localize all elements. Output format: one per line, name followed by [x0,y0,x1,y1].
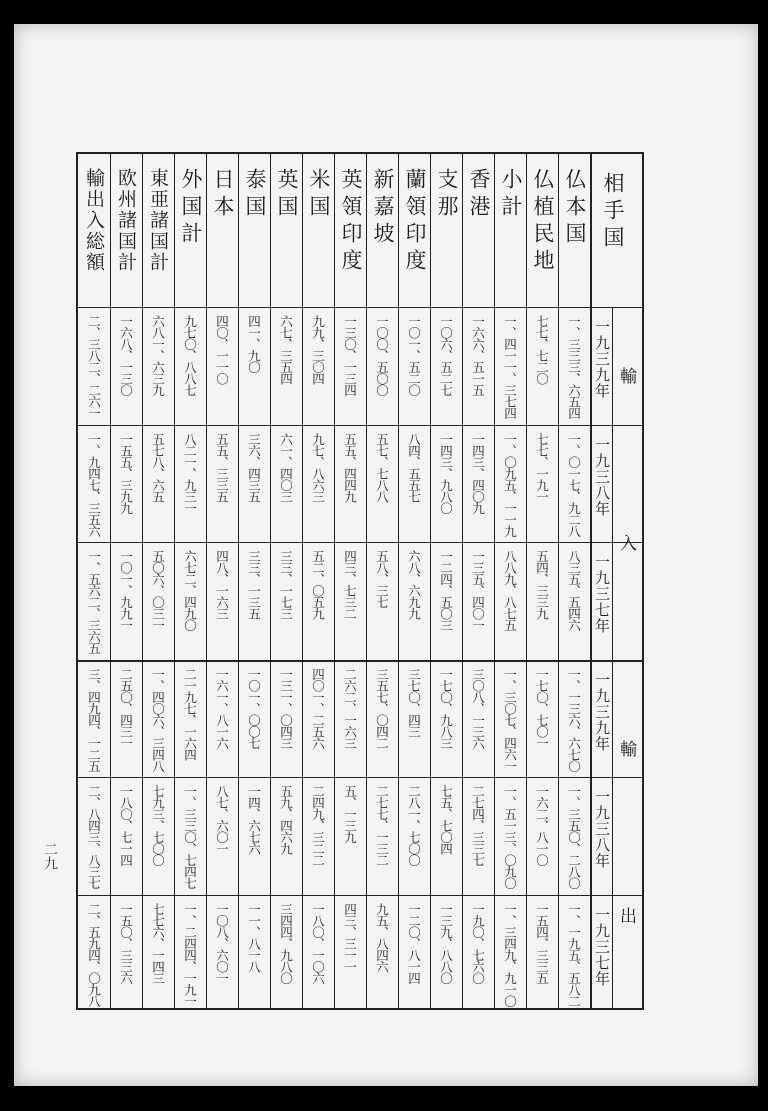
table-cell: 七七、一九一 [534,432,550,502]
table-cell: 一、九四七、三五六 [86,432,102,536]
row-label: 英国 [275,168,299,222]
table-cell: 六一、四〇三 [278,432,294,502]
row-label: 米国 [307,168,331,222]
year-label: 一九三九年 [593,319,611,399]
table-cell: 八七、六〇一 [214,785,230,854]
table-cell: 四三、三一一 [342,902,358,972]
table-cell: 二、五九四、〇九八 [86,902,102,1006]
table-cell: 三七〇、四三 [406,667,422,737]
table-cell: 二六二、一六三 [342,667,358,748]
table-cell: 五五、四四九 [342,432,358,502]
table-cell: 一六六、五一五 [470,315,486,396]
row-label: 外国計 [179,168,203,249]
table-cell: 九七、八六三 [310,432,326,502]
table-cell: 五九、四六九 [278,785,294,854]
table-cell: 一四三、九八〇 [438,432,454,513]
table-cell: 二五〇、四三一 [118,667,134,748]
year-label: 一九三八年 [593,436,611,517]
table-cell: 一、〇一七、九二八 [566,432,582,536]
table-cell: 一、一三六、六七〇 [566,667,582,771]
table-cell: 一八〇、七一四 [118,785,134,866]
table-cell: 一、二四四、一九一 [182,902,198,1006]
table-cell: 一六一、八一六 [214,667,230,748]
header-partner-country: 相手国 [601,172,625,253]
table-cell: 三三、一三五 [246,550,262,619]
table-cell: 一〇〇、五〇〇 [374,315,390,396]
table-cell: 四〇一、二五六 [310,667,326,748]
table-cell: 六八、六九九 [406,550,422,619]
table-cell: 一、三五〇、二八〇 [566,785,582,889]
table-cell: 七九三、七〇〇 [150,785,166,866]
column-divider [462,154,463,1008]
table-cell: 五四、三三九 [534,550,550,619]
table-cell: 一、三四九、九一〇 [502,902,518,1006]
table-cell: 五、一三九 [342,785,358,843]
table-cell: 一五五、三九九 [118,432,134,513]
section-divider [612,307,613,1008]
column-divider [366,154,367,1008]
table-cell: 一〇一、〇〇七 [246,667,262,748]
table-cell: 九五、八四六 [374,902,390,972]
table-cell: 一、五六二、三六五 [86,550,102,654]
table-cell: 五八、三七 [374,550,390,608]
table-cell: 五二、〇五九 [310,550,326,619]
table-cell: 一三九、八八〇 [438,902,454,983]
table-cell: 八三五、五四六 [566,550,582,631]
column-divider [526,154,527,1008]
row-label: 小計 [499,168,523,222]
table-cell: 一、五一三、〇九〇 [502,785,518,889]
table-cell: 七七六、一四三 [150,902,166,983]
year-label: 一九三七年 [593,906,611,987]
row-label: 支那 [435,168,459,222]
column-divider [494,154,495,1008]
table-cell: 四一、九〇 [246,315,262,373]
table-cell: 三三、一七三 [278,550,294,619]
column-divider [174,154,175,1008]
row-label: 香港 [467,168,491,222]
column-divider [398,154,399,1008]
table-cell: 一、四一一、三七四 [502,315,518,419]
table-cell: 一〇一、九九一 [118,550,134,631]
column-divider [430,154,431,1008]
page-number: 二九 [42,842,58,870]
table-cell: 一〇六、五二七 [438,315,454,396]
table-cell: 七七、七二〇 [534,315,550,384]
column-divider [302,154,303,1008]
column-divider [270,154,271,1008]
column-divider [590,154,592,1008]
table-cell: 七五、七〇四 [438,785,454,854]
table-cell: 一、四〇六、三四八 [150,667,166,771]
table-cell: 八二一、九三一 [182,432,198,513]
row-label: 東亜諸国計 [147,168,169,273]
table-cell: 二、三八二、二六一 [86,315,102,419]
section-export-label: 輸出 [616,739,636,1074]
table-cell: 三〇八、一三六 [470,667,486,748]
table-cell: 一九〇、七六〇 [470,902,486,983]
table-cell: 一五四、三三五 [534,902,550,983]
row-label: 蘭領印度 [403,168,427,276]
table-cell: 一、三三〇、七四七 [182,785,198,889]
table-cell: 一七〇、七〇一 [534,667,550,748]
table-cell: 三四四、九八〇 [278,902,294,983]
table-cell: 一、三三三、六五四 [566,315,582,419]
row-label: 英領印度 [339,168,363,276]
trade-table [76,152,644,1074]
table-cell: 九七〇、八八七 [182,315,198,396]
table-cell: 六八一、六三九 [150,315,166,396]
row-label: 欧州諸国計 [115,168,137,273]
table-cell: 一二〇、八一四 [406,902,422,983]
row-label: 輸出入総額 [83,168,105,273]
table-cell: 九九、三〇四 [310,315,326,384]
table-cell: 四三、七三二 [342,550,358,619]
table-cell: 四〇、一一〇 [214,315,230,384]
table-cell: 二七七、一三二 [374,785,390,866]
table-cell: 六七、三五四 [278,315,294,384]
table-cell: 一、一九五、五八二 [566,902,582,1006]
year-label: 一九三九年 [593,671,611,752]
table-cell: 三、四九四、一二五 [86,667,102,771]
table-cell: 一六二、八一〇 [534,785,550,866]
row-label: 新嘉坡 [371,168,395,249]
table-cell: 三五七、〇四二 [374,667,390,748]
table-cell: 八八九、八七五 [502,550,518,631]
column-divider [110,154,111,1008]
table-cell: 五〇六、〇三一 [150,550,166,631]
table-cell: 二四九、三二二 [310,785,326,866]
table-cell: 二一九七、一六四 [182,667,198,760]
column-divider [558,154,559,1008]
year-label: 一九三八年 [593,789,611,869]
year-label: 一九三七年 [593,554,611,634]
table-cell: 一三〇、一三四 [342,315,358,396]
column-divider [142,154,143,1008]
column-divider [206,154,207,1008]
table-cell: 一三五、四〇一 [470,550,486,631]
table-cell: 四八、一六三 [214,550,230,619]
table-cell: 一一、八一八 [246,902,262,972]
table-cell: 一五〇、三三六 [118,902,134,983]
table-cell: 一、三〇七、四六一 [502,667,518,771]
table-cell: 一三一、〇四三 [278,667,294,748]
table-cell: 一四、六七六 [246,785,262,854]
table-cell: 一六八、一三〇 [118,315,134,396]
table-cell: 二八一、七〇〇 [406,785,422,866]
table-cell: 二七四、三三七 [470,785,486,866]
column-divider [334,154,335,1008]
table-cell: 六七二、四九〇 [182,550,198,631]
table-cell: 一四三、四〇九 [470,432,486,513]
table-cell: 一七〇、九八三 [438,667,454,748]
table-cell: 二、八四三、八三七 [86,785,102,889]
column-divider [238,154,239,1008]
table-cell: 一二四、五〇三 [438,550,454,631]
table-cell: 五七八、六五 [150,432,166,502]
table-cell: 一、〇九五、一一九 [502,432,518,536]
table-cell: 五五、三三五 [214,432,230,502]
table-cell: 一八〇、一〇六 [310,902,326,983]
table-cell: 五七、七八八 [374,432,390,502]
table-cell: 三六、四三五 [246,432,262,502]
table-cell: 一〇一、五二〇 [406,315,422,396]
row-label: 仏植民地 [531,168,555,276]
row-label: 仏本国 [563,168,587,249]
table-cell: 八四、五五七 [406,432,422,502]
table-cell: 一〇八、六〇一 [214,902,230,983]
section-import-label: 輸入 [616,367,636,701]
row-label: 泰国 [243,168,267,222]
row-label: 日本 [211,168,235,222]
